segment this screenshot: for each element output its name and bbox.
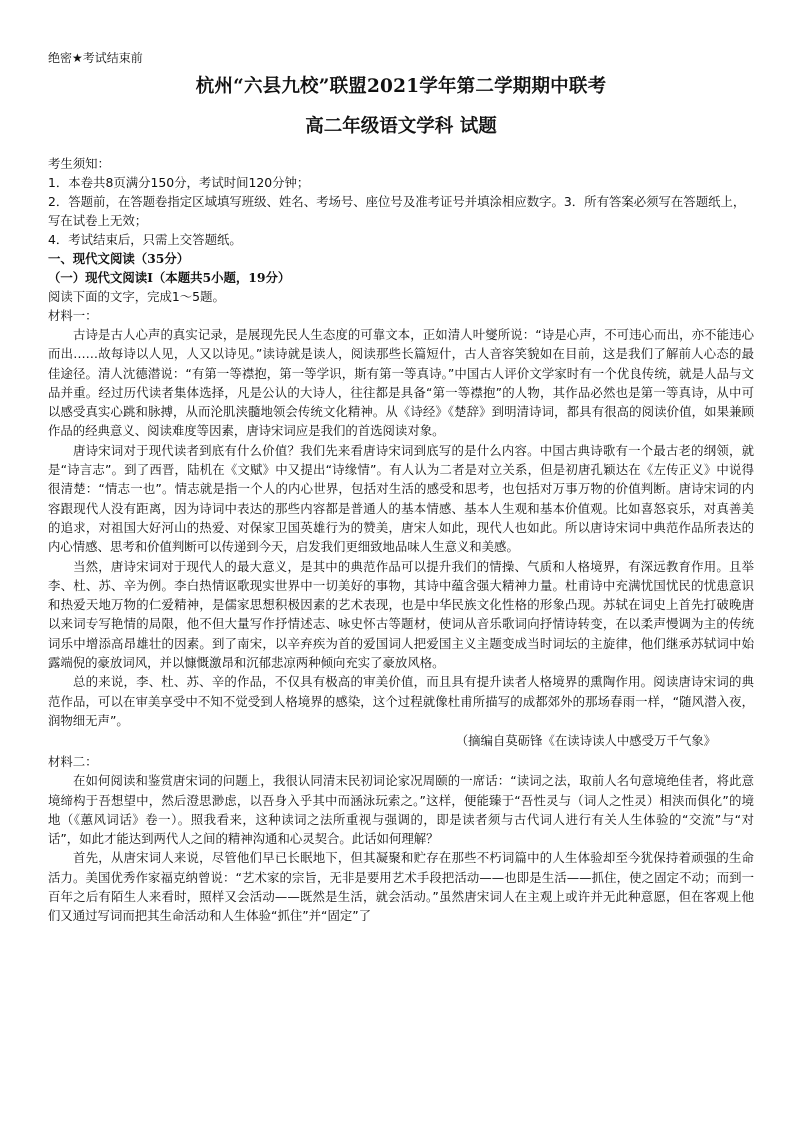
notice-block bbox=[48, 154, 754, 249]
section-title: 一、现代文阅读（35分） bbox=[48, 251, 190, 266]
paragraph: 总的来说，李、杜、苏、辛的作品，不仅具有极高的审美价值，而且具有提升读者人格境界的熏陶作用。阅读唐诗宋词的典范作品，可以在审美享受中不知不觉受到人格境界的感染，这个过程就像杜甫所描写的成都郊外的那场春雨一样，“随风潜入夜，润物细无声”。 bbox=[48, 674, 754, 728]
material-label: 材料二： bbox=[48, 754, 98, 770]
exam-subtitle: 高二年级语文学科 试题 bbox=[305, 116, 497, 137]
notice-item: 2．答题前，在答题卷指定区域填写班级、姓名、考场号、座位号及准考证号并填涂相应数字。3．所有答案必须写在答题纸上，写在试卷上无效； bbox=[48, 194, 746, 228]
material-label: 材料一： bbox=[48, 308, 98, 323]
reading-instruction: 阅读下面的文字，完成1～5题。 bbox=[48, 289, 225, 304]
paragraph: 首先，从唐宋词人来说，尽管他们早已长眠地下，但其凝聚和贮存在那些不朽词篇中的人生体验却至今犹保持着顽强的生命活力。美国优秀作家福克纳曾说：“艺术家的宗旨，无非是要用艺术手段把活动——也即是生活——抓住，使之固定不动；而到一百年之后有陌生人来看时，照样又会活动——既然是生活，就会活动。”虽然唐宋词人在主观上或许并无此种意愿，但在客观上他们又通过写词而把其生命活动和人生体验“抓住”并“固定”了 bbox=[48, 850, 754, 924]
paragraph: 唐诗宋词对于现代读者到底有什么价值？我们先来看唐诗宋词到底写的是什么内容。中国古典诗歌有一个最古老的纲领，就是“诗言志”。到了西晋，陆机在《文赋》中又提出“诗缘情”。有人认为二者是对立关系，但是初唐孔颖达在《左传正义》中说得很清楚：“情志一也”。情志就是指一个人的内心世界，包括对生活的感受和思考，也包括对万事万物的价值判断。唐诗宋词的内容跟现代人没有距离，因为诗词中表达的那些内容都是普通人的基本情感、基本人生观和基本价值观。比如喜怒哀乐，对真善美的追求，对祖国大好河山的热爱、对保家卫国英雄行为的赞美，唐宋人如此，现代人也如此。所以唐诗宋词中典范作品所表达的内心情感、思考和价值判断可以传递到今天，启发我们更细致地品味人生意义和美感。 bbox=[48, 442, 754, 555]
material-one bbox=[48, 306, 754, 751]
notice-heading: 考生须知： bbox=[48, 156, 110, 171]
notice-item: 4．考试结束后，只需上交答题纸。 bbox=[48, 232, 242, 247]
notice-item: 1．本卷共8页满分150分，考试时间120分钟； bbox=[48, 175, 310, 190]
confidential-mark: 绝密★考试结束前 bbox=[48, 51, 143, 65]
paragraph: 古诗是古人心声的真实记录，是展现先民人生态度的可靠文本，正如清人叶燮所说：“诗是心声，不可违心而出，亦不能违心而出……故每诗以人见，人又以诗见。”读诗就是读人，阅读那些长篇短什，古人音容笑貌如在目前，这是我们了解前人心态的最佳途径。清人沈德潜说：“有第一等襟抱，第一等学识，斯有第一等真诗。”中国古人评价文学家时有一个优良传统，就是人品与文品并重。经过历代读者集体选择，凡是公认的大诗人，往往都是具备“第一等襟抱”的人物，其作品必然也是第一等真诗，从中可以感受真实心跳和脉搏，从而沦肌浃髓地领会传统文化精神。从《诗经》《楚辞》到明清诗词，都具有很高的阅读价值，如果兼顾作品的经典意义、阅读难度等因素，唐诗宋词应是我们的首选阅读对象。 bbox=[48, 327, 754, 439]
exam-title: 杭州“六县九校”联盟2021学年第二学期期中联考 bbox=[195, 76, 607, 97]
subsection-title: （一）现代文阅读Ⅰ（本题共5小题，19分） bbox=[48, 270, 291, 285]
paragraph: 当然，唐诗宋词对于现代人的最大意义，是其中的典范作品可以提升我们的情操、气质和人格境界，有深远教育作用。且举李、杜、苏、辛为例。李白热情讴歌现实世界中一切美好的事物，其诗中蕴含强大精神力量。杜甫诗中充满忧国忧民的忧患意识和热爱天地万物的仁爱精神，是儒家思想积极因素的艺术表现，也是中华民族文化性格的形象凸现。苏轼在词史上首先打破晚唐以来词专写艳情的局限，他不但大量写作抒情述志、咏史怀古等题材，使词从音乐歌词向抒情诗转变，在以柔声慢调为主的传统词乐中增添高昂雄壮的因素。到了南宋，以辛弃疾为首的爱国词人把爱国主义主题变成当时词坛的主旋律，他们继承苏轼词中始露端倪的豪放词风，并以慷慨激昂和沉郁悲凉两种倾向充实了豪放风格。 bbox=[48, 558, 754, 671]
exam-page bbox=[48, 50, 754, 926]
source-citation: （摘编自莫砺锋《在读诗读人中感受万千气象》 bbox=[455, 733, 716, 749]
material-two bbox=[48, 752, 754, 925]
paragraph: 在如何阅读和鉴赏唐宋词的问题上，我很认同清末民初词论家况周颐的一席话：“读词之法，取前人名句意境绝佳者，将此意境缔构于吾想望中，然后澄思渺虑，以吾身入乎其中而涵泳玩索之。”这样，便能臻于“吾性灵与（词人之性灵）相浃而俱化”的境地（《蕙风词话》卷一）。照我看来，这种读词之法所重视与强调的，即是读者须与古代词人进行有关人生体验的“交流”与“对话”，如此才能达到两代人之间的精神沟通和心灵契合。此话如何理解？ bbox=[48, 773, 754, 847]
